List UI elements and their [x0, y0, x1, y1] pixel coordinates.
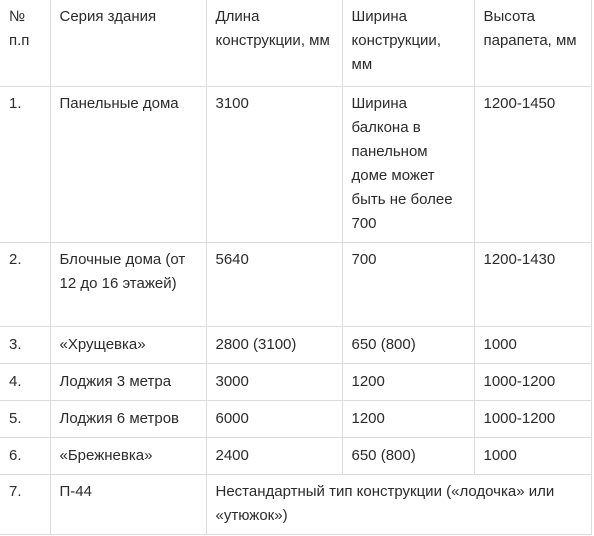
row-height: 1000 — [474, 326, 591, 363]
row-length: 2800 (3100) — [206, 326, 342, 363]
table-row — [0, 326, 591, 363]
row-height: 1000 — [474, 437, 591, 474]
row-length: 3100 — [206, 86, 342, 242]
row-number: 1. — [0, 86, 50, 242]
row-height: 1000-1200 — [474, 363, 591, 400]
table-row — [0, 400, 591, 437]
row-height: 1200-1450 — [474, 86, 591, 242]
row-number: 7. — [0, 474, 50, 534]
row-height: 1000-1200 — [474, 400, 591, 437]
table-row — [0, 437, 591, 474]
table-row — [0, 242, 591, 326]
row-width: 1200 — [342, 363, 474, 400]
row-length: 2400 — [206, 437, 342, 474]
row-series: Лоджия 3 метра — [50, 363, 206, 400]
header-cell-parapet-height: Высота парапета, мм — [474, 0, 591, 86]
row-length: 3000 — [206, 363, 342, 400]
row-number: 2. — [0, 242, 50, 326]
row-series: «Брежневка» — [50, 437, 206, 474]
row-width: Ширина балкона в панельном доме может быть не более 700 — [342, 86, 474, 242]
row-number: 3. — [0, 326, 50, 363]
row-number: 5. — [0, 400, 50, 437]
row-number: 6. — [0, 437, 50, 474]
row-length: 6000 — [206, 400, 342, 437]
table-row — [0, 474, 591, 534]
row-width: 650 (800) — [342, 437, 474, 474]
row-series: Лоджия 6 метров — [50, 400, 206, 437]
row-width: 650 (800) — [342, 326, 474, 363]
row-series: «Хрущевка» — [50, 326, 206, 363]
table-header-row — [0, 0, 591, 86]
header-cell-length: Длина конструкции, мм — [206, 0, 342, 86]
table-row — [0, 86, 591, 242]
row-width: 1200 — [342, 400, 474, 437]
row-merged-note: Нестандартный тип конструкции («лодочка» или «утюжок») — [206, 474, 591, 534]
row-height: 1200-1430 — [474, 242, 591, 326]
header-cell-number: № п.п — [0, 0, 50, 86]
header-cell-width: Ширина конструкции, мм — [342, 0, 474, 86]
header-cell-series: Серия здания — [50, 0, 206, 86]
row-series: Панельные дома — [50, 86, 206, 242]
table-row — [0, 363, 591, 400]
row-number: 4. — [0, 363, 50, 400]
row-width: 700 — [342, 242, 474, 326]
row-series: П-44 — [50, 474, 206, 534]
row-series: Блочные дома (от 12 до 16 этажей) — [50, 242, 206, 326]
row-length: 5640 — [206, 242, 342, 326]
